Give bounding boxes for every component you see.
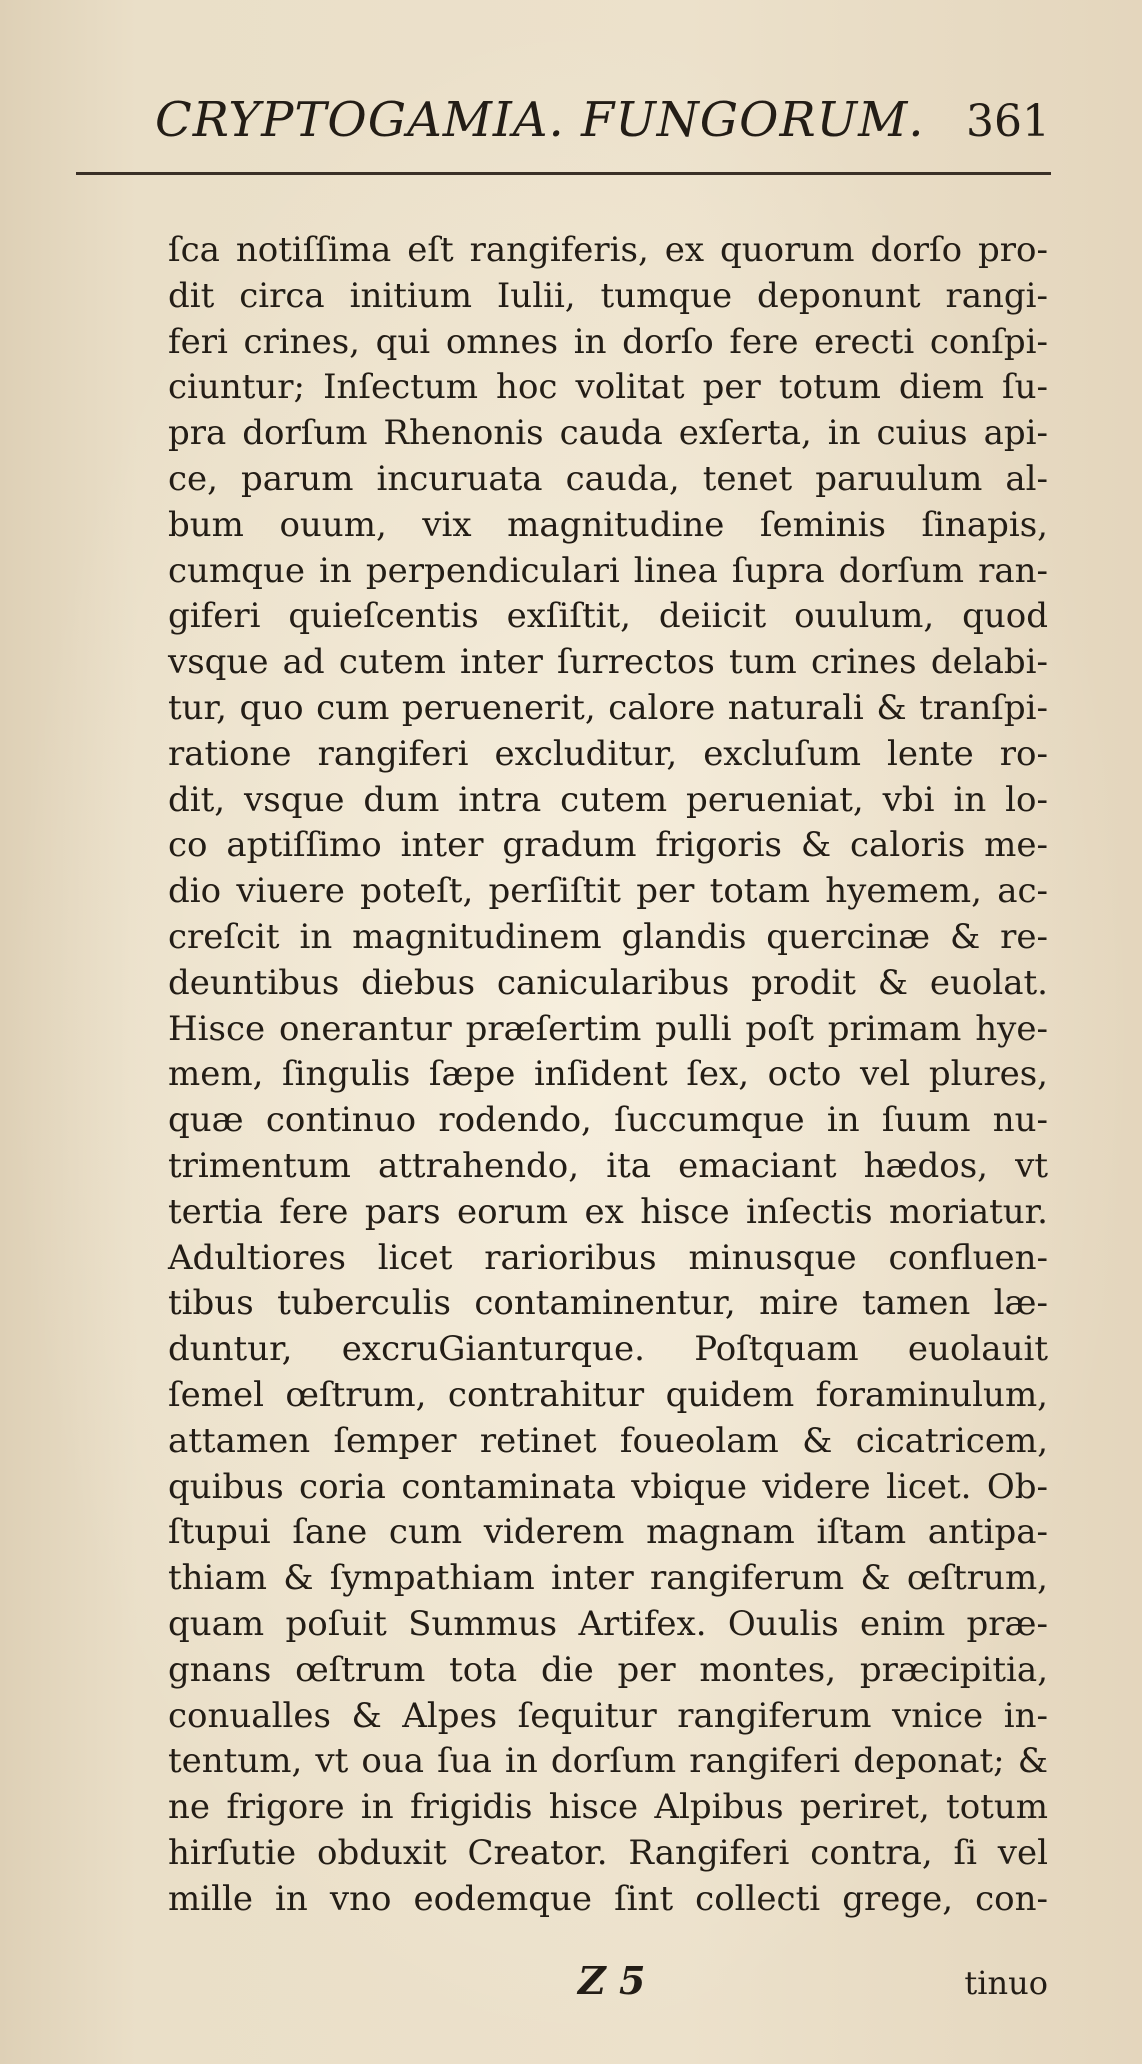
- text-line: mille in vno eodemque ſint collecti grege, con-: [168, 1878, 1048, 1919]
- text-line: tentum, vt oua ſua in dorſum rangiferi deponat; &: [168, 1741, 1048, 1782]
- text-line: quibus coria contaminata vbique videre licet. Ob-: [168, 1466, 1048, 1507]
- text-line: ce, parum incuruata cauda, tenet paruulum al-: [168, 458, 1048, 499]
- body-text: [168, 228, 1048, 1922]
- text-line: feri crines, qui omnes in dorſo fere erecti conſpi-: [168, 321, 1048, 362]
- text-line: Adultiores licet rarioribus minusque confluen-: [168, 1237, 1048, 1278]
- text-line: Hisce onerantur præſertim pulli poſt primam hye-: [168, 1008, 1048, 1049]
- text-line: pra dorſum Rhenonis cauda exſerta, in cuius api-: [168, 413, 1048, 454]
- text-line: dit, vsque dum intra cutem perueniat, vbi in lo-: [168, 779, 1048, 820]
- text-line: cumque in perpendiculari linea ſupra dorſum ran-: [168, 550, 1048, 591]
- text-line: thiam & ſympathiam inter rangiferum & œſtrum,: [168, 1558, 1048, 1599]
- text-line: attamen ſemper retinet foueolam & cicatricem,: [168, 1420, 1048, 1461]
- catchword: tinuo: [964, 1964, 1048, 2002]
- text-line: deuntibus diebus canicularibus prodit & euolat.: [168, 962, 1048, 1003]
- text-line: tur, quo cum peruenerit, calore naturali & tranſpi-: [168, 687, 1048, 728]
- text-line: vsque ad cutem inter ſurrectos tum crines delabi-: [168, 642, 1048, 683]
- text-line: tertia fere pars eorum ex hisce inſectis moriatur.: [168, 1191, 1048, 1232]
- text-line: ne frigore in frigidis hisce Alpibus periret, totum: [168, 1787, 1048, 1828]
- text-line: dit circa initium Iulii, tumque deponunt rangi-: [168, 275, 1048, 316]
- text-line: trimentum attrahendo, ita emaciant hædos, vt: [168, 1145, 1048, 1186]
- text-line: creſcit in magnitudinem glandis quercinæ & re-: [168, 916, 1048, 957]
- text-line: gnans œſtrum tota die per montes, præcipitia,: [168, 1649, 1048, 1690]
- page-footer: [168, 1958, 1048, 2008]
- text-line: ſemel œſtrum, contrahitur quidem foraminulum,: [168, 1374, 1048, 1415]
- text-line: ſca notiſſima eſt rangiferis, ex quorum dorſo pro-: [168, 230, 1048, 270]
- running-title: CRYPTOGAMIA. FUNGORUM.: [155, 92, 925, 148]
- text-line: mem, ſingulis ſæpe inſident ſex, octo vel plures,: [168, 1054, 1048, 1095]
- text-line: bum ouum, vix magnitudine ſeminis ſinapis,: [168, 504, 1048, 545]
- text-line: giferi quieſcentis exſiſtit, deiicit ouulum, quod: [168, 596, 1048, 637]
- page-header: [150, 92, 1050, 156]
- text-line: ratione rangiferi excluditur, excluſum lente ro-: [168, 733, 1048, 774]
- text-line: co aptiſſimo inter gradum frigoris & caloris me-: [168, 825, 1048, 866]
- text-line: hirſutie obduxit Creator. Rangiferi contra, ſi vel: [168, 1832, 1048, 1873]
- text-line: dio viuere poteſt, perſiſtit per totam hyemem, ac-: [168, 871, 1048, 912]
- text-line: ciuntur; Inſectum hoc volitat per totum diem ſu-: [168, 367, 1048, 408]
- text-line: tibus tuberculis contaminentur, mire tamen læ-: [168, 1283, 1048, 1324]
- page-number: 361: [966, 96, 1050, 147]
- text-line: quam poſuit Summus Artifex. Ouulis enim præ-: [168, 1603, 1048, 1644]
- text-line: duntur, excruGianturque. Poſtquam euolauit: [168, 1329, 1048, 1370]
- signature-mark: Z 5: [578, 1958, 646, 2003]
- header-rule: [76, 172, 1051, 175]
- text-line: conualles & Alpes ſequitur rangiferum vnice in-: [168, 1695, 1048, 1736]
- text-line: ſtupui ſane cum viderem magnam iſtam antipa-: [168, 1512, 1048, 1553]
- text-line: quæ continuo rodendo, ſuccumque in ſuum nu-: [168, 1100, 1048, 1141]
